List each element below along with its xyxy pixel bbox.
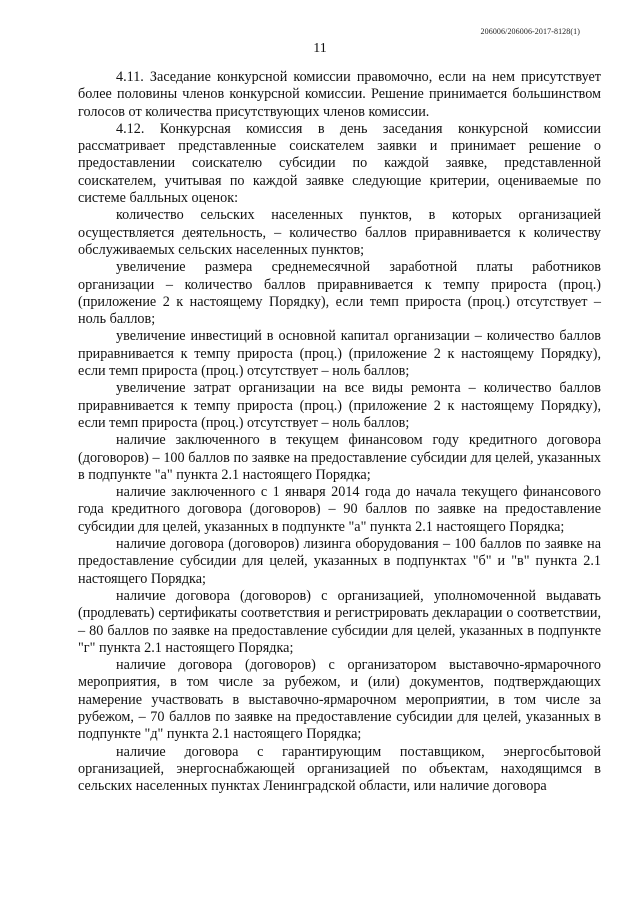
criterion-certification-agreement: наличие договора (договоров) с организацией, уполномоченной выдавать (продлевать) сертификаты соответствия и регистрировать декларации о соответствии, – 80 баллов по заявке на предоставление субсидии для целей, указанных в подпункте "г" пункта 2.1 настоящего Порядка; <box>78 587 601 656</box>
criterion-repair-costs: увеличение затрат организации на все виды ремонта – количество баллов приравнивается к темпу прироста (проц.) (приложение 2 к настоящему Порядку), если темп прироста (проц.) отсутствует – ноль баллов; <box>78 380 601 431</box>
criterion-current-credit-agreement: наличие заключенного в текущем финансовом году кредитного договора (договоров) – 100 баллов по заявке на предоставление субсидии для целей, указанных в подпункте "а" пункта 2.1 настоящего Порядка; <box>78 432 601 483</box>
criterion-energy-supply-agreement: наличие договора с гарантирующим поставщиком, энергосбытовой организацией, энергоснабжающей организацией по объектам, находящимся в сельских населенных пунктах Ленинградской области, или наличие договора <box>78 743 601 795</box>
document-registration-number: 206006/206006-2017-8128(1) <box>480 27 580 36</box>
criterion-exhibition-agreement: наличие договора (договоров) с организатором выставочно-ярмарочного мероприятия, в том числе за рубежом, и (или) документов, подтверждающих намерение участвовать в выставочно-ярмарочном мероприятии, в том числе за рубежом, – 70 баллов по заявке на предоставление субсидии для целей, указанных в подпункте "д" пункта 2.1 настоящего Порядка; <box>78 657 601 743</box>
page-number: 11 <box>313 41 327 56</box>
criterion-investment-increase: увеличение инвестиций в основной капитал организации – количество баллов приравнивается к темпу прироста (проц.) (приложение 2 к настоящему Порядку), если темп прироста (проц.) отсутствует – ноль баллов; <box>78 328 601 380</box>
criterion-equipment-leasing: наличие договора (договоров) лизинга оборудования – 100 баллов по заявке на предоставление субсидии для целей, указанных в подпунктах "б" и "в" пункта 2.1 настоящего Порядка; <box>78 536 601 587</box>
criterion-previous-credit-agreement: наличие заключенного с 1 января 2014 года до начала текущего финансового года кредитного договора (договоров) – 90 баллов по заявке на предоставление субсидии для целей, указанных в подпункте "а" пункта 2.1 настоящего Порядка; <box>78 484 601 535</box>
criterion-salary-increase: увеличение размера среднемесячной заработной платы работников организации – количество баллов приравнивается к темпу прироста (проц.) (приложение 2 к настоящему Порядку), если темп прироста (проц.) отсутствует – ноль баллов; <box>78 259 601 328</box>
paragraph-4-11: 4.11. Заседание конкурсной комиссии правомочно, если на нем присутствует более половины членов конкурсной комиссии. Решение принимается большинством голосов от количества присутствующих членов комиссии. <box>78 69 601 120</box>
paragraph-4-12: 4.12. Конкурсная комиссия в день заседания конкурсной комиссии рассматривает представленные соискателем заявки и принимает решение о предоставлении соискателю субсидии по каждой заявке, представленной соискателем, учитывая по каждой заявке следующие критерии, оцениваемые по системе балльных оценок: <box>78 120 601 207</box>
criterion-rural-settlements: количество сельских населенных пунктов, в которых организацией осуществляется деятельность, – количество баллов приравнивается к количеству обслуживаемых сельских населенных пунктов; <box>78 207 601 258</box>
document-body <box>78 69 601 795</box>
